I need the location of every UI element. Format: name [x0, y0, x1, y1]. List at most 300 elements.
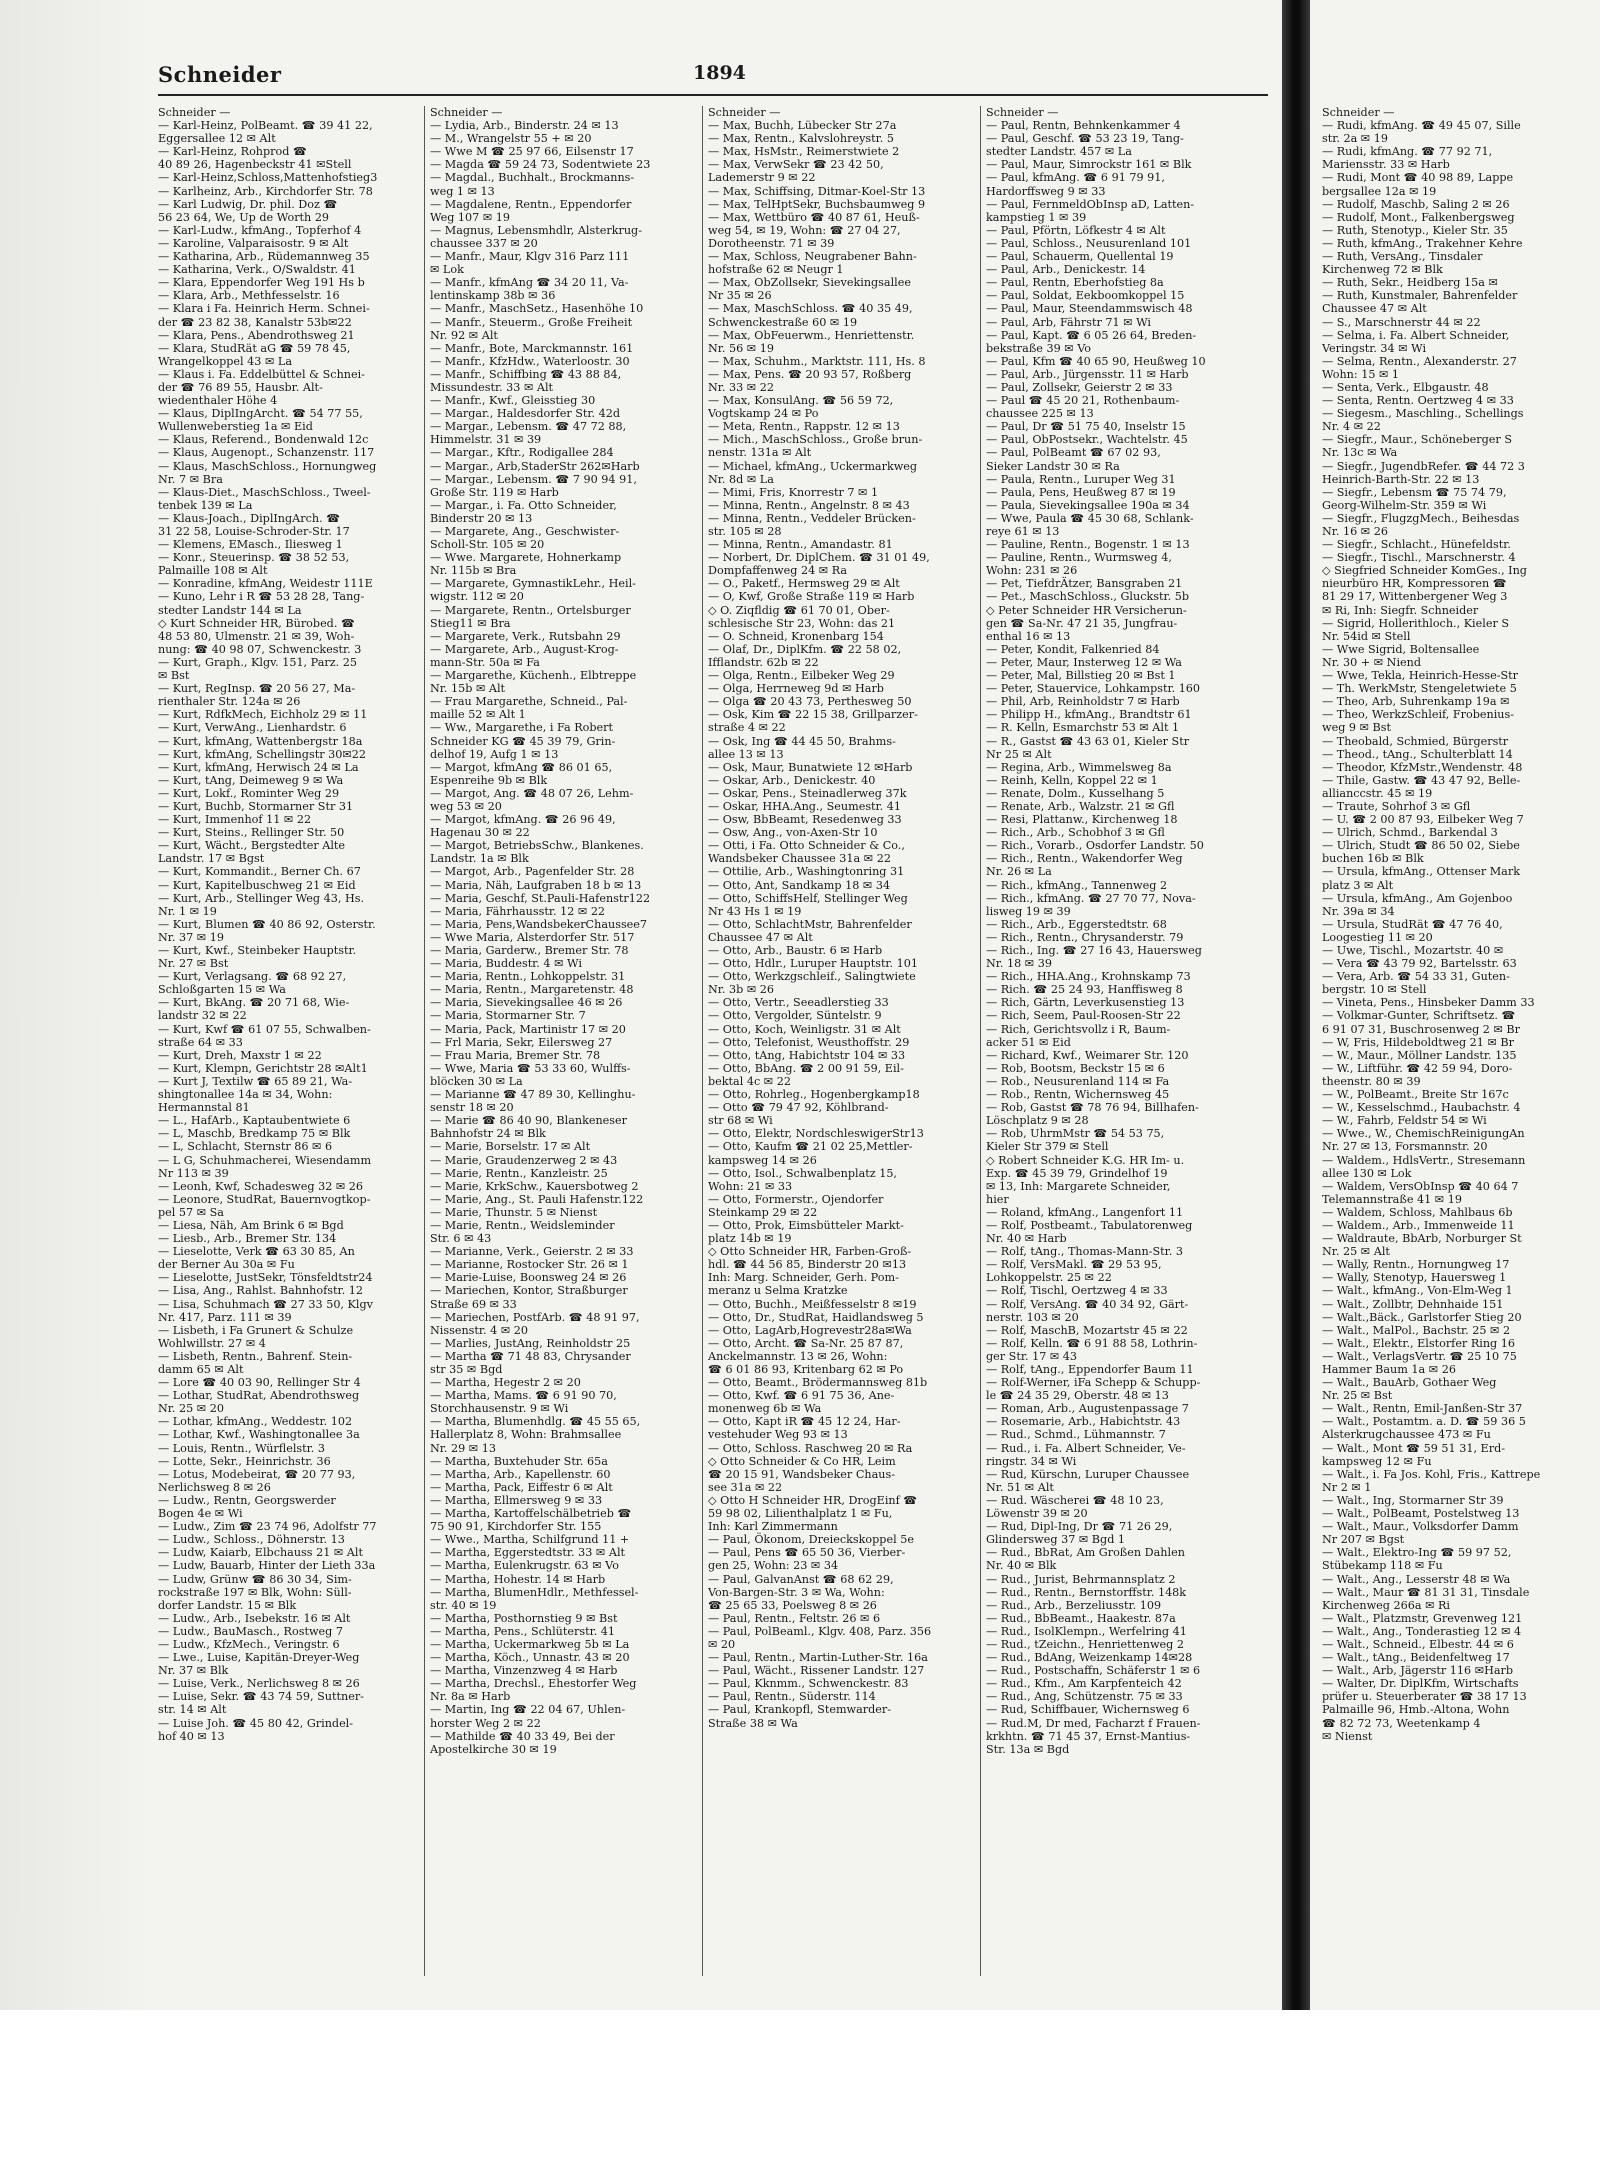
- directory-entry: — Karl-Heinz,Schloss,Mattenhofstieg3: [158, 171, 378, 185]
- directory-entry: krkhtn. ☎ 71 45 37, Ernst-Mantius-: [986, 1729, 1191, 1743]
- directory-entry: — Rich., HHA.Ang., Krohnskamp 73: [986, 970, 1191, 984]
- column-divider: [980, 106, 981, 1976]
- directory-entry: — Rich, Seem, Paul-Roosen-Str 22: [986, 1009, 1181, 1023]
- directory-entry: — Marianne, Rostocker Str. 26 ✉ 1: [430, 1258, 629, 1272]
- directory-entry: — Frl Maria, Sekr, Eilersweg 27: [430, 1035, 613, 1049]
- directory-entry: Nr. 15b ✉ Alt: [430, 682, 506, 696]
- directory-entry: — Otto, SchlachtMstr, Bahrenfelder: [708, 917, 912, 931]
- directory-entry: platz 3 ✉ Alt: [1322, 878, 1394, 892]
- directory-entry: — Marie, KrkSchw., Kauersbotweg 2: [430, 1179, 639, 1193]
- directory-entry: see 31a ✉ 22: [708, 1480, 783, 1494]
- directory-entry: — Walt., Postamtm. a. D. ☎ 59 36 5: [1322, 1415, 1526, 1429]
- directory-entry: — Siegfr., Tischl., Marschnerstr. 4: [1322, 551, 1516, 565]
- directory-entry: — Ludw., Arb., Isebekstr. 16 ✉ Alt: [158, 1611, 351, 1625]
- directory-entry: nerstr. 103 ✉ 20: [986, 1310, 1079, 1324]
- directory-entry: — Olaf, Dr., DiplKfm. ☎ 22 58 02,: [708, 642, 902, 656]
- directory-entry: ✉ Lok: [430, 263, 464, 277]
- directory-entry: — Otto, Prok, Eimsbütteler Markt-: [708, 1218, 904, 1232]
- directory-entry: buchen 16b ✉ Blk: [1322, 852, 1424, 866]
- directory-entry: — Maria, Näh, Laufgraben 18 b ✉ 13: [430, 878, 642, 892]
- directory-entry: — Ursula, kfmAng., Am Gojenboo: [1322, 891, 1513, 905]
- directory-entry: — Kurt J, Textilw ☎ 65 89 21, Wa-: [158, 1074, 353, 1088]
- directory-entry: — W, Fris, Hildeboldtweg 21 ✉ Br: [1322, 1035, 1514, 1049]
- directory-entry: tenbek 139 ✉ La: [158, 498, 253, 512]
- directory-entry: — W., Liftführ. ☎ 42 59 94, Doro-: [1322, 1061, 1513, 1075]
- directory-entry: — Maria, Geschf, St.Pauli-Hafenstr122: [430, 891, 651, 905]
- directory-entry: — Ludw, Grünw ☎ 86 30 34, Sim-: [158, 1572, 352, 1586]
- directory-entry: Nr. 51 ✉ Alt: [986, 1480, 1054, 1494]
- directory-entry: — S., Marschnerstr 44 ✉ 22: [1322, 315, 1481, 329]
- directory-entry: — Paul, Dr ☎ 51 75 40, Inselstr 15: [986, 420, 1186, 434]
- directory-entry: — Vineta, Pens., Hinsbeker Damm 33: [1322, 996, 1535, 1010]
- directory-entry: Nr. 27 ✉ Bst: [158, 957, 229, 971]
- directory-entry: — Lothar, Kwf., Washingtonallee 3a: [158, 1428, 360, 1442]
- directory-entry: — Klara i Fa. Heinrich Herm. Schnei-: [158, 302, 370, 316]
- directory-entry: Nr. 26 ✉ La: [986, 865, 1052, 879]
- directory-entry: — Paul, Pförtn, Löfkestr 4 ✉ Alt: [986, 223, 1166, 237]
- directory-entry: — Mimi, Fris, Knorrestr 7 ✉ 1: [708, 485, 879, 499]
- directory-entry: ☎ 25 65 33, Poelsweg 8 ✉ 26: [708, 1598, 877, 1612]
- directory-entry: — Walt., tAng., Beidenfeltweg 17: [1322, 1651, 1510, 1665]
- directory-entry: straße 4 ✉ 22: [708, 721, 786, 735]
- directory-entry: — Th. WerkMstr, Stengeletwiete 5: [1322, 682, 1517, 696]
- directory-entry: — Waldem, Schloss, Mahlbaus 6b: [1322, 1205, 1513, 1219]
- directory-entry: — Lieselotte, JustSekr, Tönsfeldtstr24: [158, 1271, 373, 1285]
- directory-entry: — Margarethe, Küchenh., Elbtreppe: [430, 669, 637, 683]
- directory-entry: vestehuder Weg 93 ✉ 13: [708, 1428, 848, 1442]
- directory-entry: — Otto, Koch, Weinligstr. 31 ✉ Alt: [708, 1022, 901, 1036]
- directory-entry: ◇ Robert Schneider K.G. HR Im- u.: [986, 1153, 1185, 1167]
- directory-entry: — Siegfr., Schlacht., Hünefeldstr.: [1322, 538, 1511, 552]
- directory-entry: — Kurt, Verlagsang. ☎ 68 92 27,: [158, 970, 347, 984]
- directory-entry: — Max, MaschSchloss. ☎ 40 35 49,: [708, 302, 913, 316]
- directory-entry: ◇ Otto H Schneider HR, DrogEinf ☎: [708, 1493, 918, 1507]
- directory-entry: weg 9 ✉ Bst: [1322, 721, 1391, 735]
- directory-entry: — W., Maur., Möllner Landstr. 135: [1322, 1048, 1517, 1062]
- directory-entry: — Klara, Arb., Methfesselstr. 16: [158, 289, 340, 303]
- directory-entry: Inh: Karl Zimmermann: [708, 1520, 838, 1534]
- directory-entry: — Paul ☎ 45 20 21, Rothenbaum-: [986, 394, 1180, 408]
- directory-entry: — Marie, Borselstr. 17 ✉ Alt: [430, 1140, 591, 1154]
- directory-entry: — W., PolBeamt., Breite Str 167c: [1322, 1088, 1509, 1102]
- directory-entry: der ☎ 76 89 55, Hausbr. Alt-: [158, 380, 323, 394]
- directory-entry: Weg 107 ✉ 19: [430, 210, 510, 224]
- column-heading: Schneider —: [430, 106, 503, 119]
- directory-entry: le ☎ 24 35 29, Oberstr. 48 ✉ 13: [986, 1389, 1169, 1403]
- directory-entry: — Sigrid, Hollerithloch., Kieler S: [1322, 616, 1510, 630]
- header-rule: [158, 94, 1268, 96]
- directory-entry: — Rolf, Postbeamt., Tabulatorenweg: [986, 1218, 1193, 1232]
- directory-entry: der Berner Au 30a ✉ Fu: [158, 1258, 295, 1272]
- directory-entry: delhof 19, Aufg 1 ✉ 13: [430, 747, 559, 761]
- directory-entry: — Kurt, Kommandit., Berner Ch. 67: [158, 865, 361, 879]
- directory-entry: — Otto ☎ 79 47 92, Köhlbrand-: [708, 1101, 889, 1115]
- directory-entry: — Rud., BbRat, Am Großen Dahlen: [986, 1546, 1185, 1560]
- directory-entry: — Maria, Fährhausstr. 12 ✉ 22: [430, 904, 606, 918]
- directory-entry: — Max, Schloss, Neugrabener Bahn-: [708, 250, 917, 264]
- directory-entry: — Paul, Rentn, Behnkenkammer 4: [986, 119, 1181, 133]
- directory-entry: — Rich., Rentn., Chrysanderstr. 79: [986, 930, 1184, 944]
- directory-entry: Georg-Wilhelm-Str. 359 ✉ Wi: [1322, 498, 1487, 512]
- directory-entry: — Uwe, Tischl., Mozartstr. 40 ✉: [1322, 944, 1504, 957]
- directory-entry: — Margarete, GymnastikLehr., Heil-: [430, 577, 636, 591]
- directory-entry: dorfer Landstr. 15 ✉ Blk: [158, 1598, 297, 1612]
- directory-entry: — Wally, Rentn., Hornungweg 17: [1322, 1258, 1510, 1272]
- directory-entry: — Otto, Telefonist, Weusthoffstr. 29: [708, 1035, 910, 1049]
- directory-entry: ◇ O. Ziqfldig ☎ 61 70 01, Ober-: [708, 603, 890, 617]
- directory-entry: Nr. 1 ✉ 19: [158, 904, 217, 918]
- directory-entry: — Margar., Haldesdorfer Str. 42d: [430, 407, 621, 421]
- directory-entry: — Peter, Maur, Insterweg 12 ✉ Wa: [986, 655, 1182, 669]
- directory-entry: — Luise, Verk., Nerlichsweg 8 ✉ 26: [158, 1677, 360, 1691]
- directory-entry: — Walt., kfmAng., Von-Elm-Weg 1: [1322, 1284, 1513, 1298]
- directory-entry: Nr. 54id ✉ Stell: [1322, 629, 1411, 643]
- directory-entry: — Kurt, Steins., Rellinger Str. 50: [158, 826, 345, 840]
- directory-entry: chaussee 225 ✉ 13: [986, 407, 1094, 421]
- directory-entry: Lohkoppelstr. 25 ✉ 22: [986, 1271, 1112, 1285]
- directory-entry: Nr 113 ✉ 39: [158, 1166, 229, 1180]
- directory-entry: — Renate, Dolm., Kusselhang 5: [986, 786, 1165, 800]
- directory-entry: rienthaler Str. 124a ✉ 26: [158, 695, 301, 709]
- directory-entry: monenweg 6b ✉ Wa: [708, 1402, 822, 1416]
- book-spine: [1282, 0, 1310, 2010]
- directory-entry: kampsweg 14 ✉ 26: [708, 1153, 817, 1167]
- directory-entry: reye 61 ✉ 13: [986, 525, 1060, 538]
- directory-entry: — Kurt, RdfkMech, Eichholz 29 ✉ 11: [158, 708, 368, 722]
- directory-entry: — Lisbeth, i Fa Grunert & Schulze: [158, 1323, 354, 1337]
- directory-entry: — Martha, Vinzenzweg 4 ✉ Harb: [430, 1664, 618, 1678]
- directory-entry: — Vera ☎ 43 79 92, Bartelsstr. 63: [1322, 957, 1517, 971]
- directory-entry: — Wwe., W., ChemischReinigungAn: [1322, 1127, 1525, 1141]
- directory-entry: — Paul, GalvanAnst ☎ 68 62 29,: [708, 1572, 894, 1586]
- directory-entry: — Otto, Archt. ☎ Sa-Nr. 25 87 87,: [708, 1336, 904, 1350]
- directory-entry: — Maria, Rentn., Margaretenstr. 48: [430, 983, 634, 997]
- directory-entry: — Wwe., Martha, Schilfgrund 11 +: [430, 1533, 630, 1547]
- directory-entry: — Ww., Margarethe, i Fa Robert: [430, 721, 614, 735]
- directory-entry: str 68 ✉ Wi: [708, 1114, 773, 1128]
- directory-entry: — Rolf-Werner, iFa Schepp & Schupp-: [986, 1376, 1201, 1390]
- directory-entry: — Otto, Kapt iR ☎ 45 12 24, Har-: [708, 1415, 901, 1429]
- directory-entry: — Paul, Maur, Steendammswisch 48: [986, 302, 1193, 316]
- directory-entry: — Kuno, Lehr i R ☎ 53 28 28, Tang-: [158, 590, 365, 604]
- directory-entry: — Rud, Schiffbauer, Wichernsweg 6: [986, 1703, 1190, 1717]
- directory-entry: — Karoline, Valparaisostr. 9 ✉ Alt: [158, 236, 349, 250]
- directory-entry: — Meta, Rentn., Rappstr. 12 ✉ 13: [708, 420, 900, 434]
- directory-entry: str. 40 ✉ 19: [430, 1598, 497, 1612]
- directory-entry: Bahnhofstr 24 ✉ Blk: [430, 1127, 546, 1141]
- directory-entry: — Rich, Gerichtsvollz i R, Baum-: [986, 1022, 1171, 1036]
- directory-entry: — Olga, Rentn., Eilbeker Weg 29: [708, 669, 895, 683]
- directory-entry: prüfer u. Steuerberater ☎ 38 17 13: [1322, 1690, 1527, 1704]
- directory-entry: — Walter, Dr. DiplKfm, Wirtschafts: [1322, 1677, 1519, 1691]
- directory-entry: ☎ 20 15 91, Wandsbeker Chaus-: [708, 1467, 895, 1481]
- directory-entry: — Karl-Heinz, PolBeamt. ☎ 39 41 22,: [158, 119, 373, 133]
- directory-entry: damm 65 ✉ Alt: [158, 1363, 244, 1376]
- directory-entry: — Phil, Arb, Reinholdstr 7 ✉ Harb: [986, 695, 1180, 709]
- directory-entry: Str. 13a ✉ Bgd: [986, 1742, 1070, 1756]
- directory-entry: — Rud, Dipl-Ing, Dr ☎ 71 26 29,: [986, 1520, 1173, 1534]
- directory-entry: Hammer Baum 1a ✉ 26: [1322, 1363, 1456, 1376]
- directory-entry: Nr. 29 ✉ 13: [430, 1441, 496, 1455]
- directory-entry: Nerlichsweg 8 ✉ 26: [158, 1480, 271, 1494]
- directory-entry: — M., Wrangelstr 55 + ✉ 20: [430, 132, 592, 146]
- header-title: Schneider: [158, 62, 282, 87]
- directory-entry: — Otto, SchiffsHelf, Stellinger Weg: [708, 891, 908, 905]
- directory-entry: — Otto, Arb., Baustr. 6 ✉ Harb: [708, 944, 883, 957]
- directory-entry: — Vera, Arb. ☎ 54 33 31, Guten-: [1322, 970, 1510, 984]
- directory-entry: — Manfr., Steuerm., Große Freiheit: [430, 315, 633, 329]
- directory-entry: — Karl-Heinz, Rohprod ☎: [158, 145, 307, 159]
- directory-entry: — Lisa, Ang., Rahlst. Bahnhofstr. 12: [158, 1284, 363, 1298]
- directory-entry: — Walt., Platzmstr, Grevenweg 121: [1322, 1611, 1523, 1625]
- directory-entry: — Rob, Gastst ☎ 78 76 94, Billhafen-: [986, 1101, 1199, 1115]
- directory-entry: — Minna, Rentn., Angelnstr. 8 ✉ 43: [708, 498, 910, 512]
- directory-entry: — Rich. ☎ 25 24 93, Hanffisweg 8: [986, 983, 1183, 997]
- directory-entry: Anckelmannstr. 13 ✉ 26, Wohn:: [708, 1349, 888, 1363]
- directory-entry: 56 23 64, We, Up de Worth 29: [158, 210, 330, 224]
- left-page: [128, 48, 1280, 1998]
- directory-entry: wigstr. 112 ✉ 20: [430, 590, 524, 604]
- directory-entry: Storchhausenstr. 9 ✉ Wi: [430, 1402, 569, 1416]
- directory-entry: — Rich., kfmAng., Tannenweg 2: [986, 878, 1168, 892]
- directory-entry: Steinkamp 29 ✉ 22: [708, 1205, 818, 1219]
- directory-entry: Vogtskamp 24 ✉ Po: [708, 407, 819, 421]
- directory-entry: Wohn: 15 ✉ 1: [1322, 367, 1400, 381]
- directory-entry: — Martha, Arb., Kapellenstr. 60: [430, 1467, 611, 1481]
- directory-entry: Landstr. 1a ✉ Blk: [430, 852, 529, 866]
- directory-entry: — Resi, Plattanw., Kirchenweg 18: [986, 813, 1178, 827]
- directory-entry: — Maria, Buddestr. 4 ✉ Wi: [430, 957, 582, 971]
- directory-entry: — Otto, Werkzgschleif., Salingtwiete: [708, 970, 916, 984]
- directory-entry: — Ottilie, Arb., Washingtonring 31: [708, 865, 905, 879]
- directory-entry: — Osw, BbBeamt, Resedenweg 33: [708, 813, 902, 827]
- directory-entry: Binderstr 20 ✉ 13: [430, 511, 533, 525]
- directory-entry: — Ruth, Stenotyp., Kieler Str. 35: [1322, 223, 1508, 237]
- directory-entry: — Walt., Schneid., Elbestr. 44 ✉ 6: [1322, 1637, 1514, 1651]
- directory-entry: — Margarete, Ang., Geschwister-: [430, 525, 620, 538]
- directory-entry: Nr 2 ✉ 1: [1322, 1480, 1372, 1494]
- directory-entry: — Osk, Kim ☎ 22 15 38, Grillparzer-: [708, 708, 918, 722]
- directory-entry: Nr. 417, Parz. 111 ✉ 39: [158, 1310, 292, 1324]
- directory-entry: — Leonore, StudRat, Bauernvogtkop-: [158, 1192, 371, 1206]
- directory-entry: — Lisa, Schuhmach ☎ 27 33 50, Klgv: [158, 1297, 373, 1311]
- directory-entry: kampstieg 1 ✉ 39: [986, 210, 1087, 224]
- directory-entry: — Ruth, Kunstmaler, Bahrenfelder: [1322, 289, 1518, 303]
- directory-entry: — Rolf, Tischl, Oertzweg 4 ✉ 33: [986, 1284, 1168, 1298]
- directory-entry: — Margar., Lebensm. ☎ 7 90 94 91,: [430, 472, 637, 486]
- directory-entry: Inh: Marg. Schneider, Gerh. Pom-: [708, 1271, 899, 1285]
- directory-entry: — Minna, Rentn., Veddeler Brücken-: [708, 511, 916, 525]
- directory-entry: — Kurt, Arb., Stellinger Weg 43, Hs.: [158, 891, 365, 905]
- directory-entry: str. 2a ✉ 19: [1322, 132, 1388, 146]
- column-divider: [702, 106, 703, 1976]
- directory-entry: str. 105 ✉ 28: [708, 525, 782, 538]
- directory-entry: — Magda ☎ 59 24 73, Sodentwiete 23: [430, 158, 651, 172]
- directory-entry: Nr. 30 + ✉ Niend: [1322, 655, 1422, 669]
- directory-entry: — Rob, UhrmMstr ☎ 54 53 75,: [986, 1127, 1165, 1141]
- directory-entry: Apostelkirche 30 ✉ 19: [430, 1742, 557, 1756]
- directory-entry: 6 91 07 31, Buschrosenweg 2 ✉ Br: [1322, 1022, 1520, 1036]
- directory-entry: — Rud., Arb., Berzeliusstr. 109: [986, 1598, 1162, 1612]
- directory-entry: 75 90 91, Kirchdorfer Str. 155: [430, 1520, 602, 1534]
- directory-entry: shingtonallee 14a ✉ 34, Wohn:: [158, 1088, 333, 1102]
- directory-entry: — Kurt, BkAng. ☎ 20 71 68, Wie-: [158, 996, 350, 1010]
- directory-entry: Hagenau 30 ✉ 22: [430, 826, 530, 840]
- directory-entry: 40 89 26, Hagenbeckstr 41 ✉Stell: [158, 158, 352, 172]
- directory-entry: — Klemens, EMasch., Iliesweg 1: [158, 538, 343, 552]
- directory-entry: — Maria, Stormarner Str. 7: [430, 1009, 586, 1023]
- directory-entry: kampsweg 12 ✉ Fu: [1322, 1454, 1432, 1468]
- directory-entry: wiedenthaler Höhe 4: [158, 394, 278, 408]
- directory-entry: allee 13 ✉ 13: [708, 747, 784, 761]
- directory-column-1: [158, 106, 428, 1743]
- directory-entry: — Otto, Buchh., Meißfesselstr 8 ✉19: [708, 1297, 917, 1311]
- directory-entry: — Paul, Ökonom, Dreieckskoppel 5e: [708, 1533, 914, 1547]
- directory-entry: — Marlies, JustAng, Reinholdstr 25: [430, 1336, 631, 1350]
- directory-entry: Kieler Str 379 ✉ Stell: [986, 1140, 1109, 1154]
- directory-entry: — Leonh, Kwf, Schadesweg 32 ✉ 26: [158, 1179, 364, 1193]
- directory-entry: — Martha, Mams. ☎ 6 91 90 70,: [430, 1389, 617, 1403]
- directory-entry: — Wwe Maria, Alsterdorfer Str. 517: [430, 930, 635, 944]
- directory-entry: Nr. 27 ✉ 13, Forsmannstr. 20: [1322, 1140, 1488, 1154]
- directory-entry: — Otto, Dr., StudRat, Haidlandsweg 5: [708, 1310, 924, 1324]
- directory-entry: — Magdal., Buchhalt., Brockmanns-: [430, 171, 635, 185]
- directory-entry: — Lwe., Luise, Kapitän-Dreyer-Weg: [158, 1651, 360, 1665]
- directory-entry: Nr. 18 ✉ 39: [986, 957, 1052, 971]
- directory-entry: — Magnus, Lebensmhdlr, Alsterkrug-: [430, 223, 642, 237]
- directory-entry: — Kurt, kfmAng, Wattenbergstr 18a: [158, 734, 363, 748]
- directory-entry: — Karl-Ludw., kfmAng., Topferhof 4: [158, 223, 362, 237]
- directory-entry: — Kurt, Dreh, Maxstr 1 ✉ 22: [158, 1048, 322, 1062]
- directory-entry: — Otto, Ant, Sandkamp 18 ✉ 34: [708, 878, 891, 892]
- directory-entry: — Senta, Verk., Elbgaustr. 48: [1322, 380, 1489, 394]
- directory-entry: — Marianne, Verk., Geierstr. 2 ✉ 33: [430, 1245, 634, 1259]
- directory-entry: — W., Fahrb, Feldstr 54 ✉ Wi: [1322, 1114, 1487, 1128]
- directory-entry: — Rich., kfmAng. ☎ 27 70 77, Nova-: [986, 891, 1196, 905]
- directory-entry: — Rud., IsolKlempn., Werfelring 41: [986, 1624, 1187, 1638]
- directory-entry: — Rob., Rentn, Wichernsweg 45: [986, 1088, 1170, 1102]
- directory-entry: — Martha, Pack, Eiffestr 6 ✉ Alt: [430, 1480, 613, 1494]
- directory-entry: — Margar., Arb,StaderStr 262✉Harb: [430, 459, 640, 473]
- directory-entry: — Ursula, StudRät ☎ 47 76 40,: [1322, 917, 1503, 931]
- directory-entry: Ifflandstr. 62b ✉ 22: [708, 655, 819, 669]
- directory-entry: — Wwe, Maria ☎ 53 33 60, Wulffs-: [430, 1061, 631, 1075]
- directory-entry: — Max, ObFeuerwm., Henriettenstr.: [708, 328, 915, 342]
- directory-entry: — Walt., PolBeamt, Postelstweg 13: [1322, 1507, 1520, 1521]
- page-header: [158, 58, 1268, 98]
- directory-entry: — Rich., Arb., Eggerstedtstr. 68: [986, 917, 1167, 931]
- page-number: 1894: [693, 62, 746, 84]
- directory-entry: — U. ☎ 2 00 87 93, Eilbeker Weg 7: [1322, 813, 1524, 827]
- directory-entry: — Paul, Wächt., Rissener Landstr. 127: [708, 1664, 925, 1678]
- directory-entry: — Rob., Neusurenland 114 ✉ Fa: [986, 1074, 1170, 1088]
- directory-entry: — Walt., Rentn, Emil-Janßen-Str 37: [1322, 1402, 1523, 1416]
- directory-entry: Nissenstr. 4 ✉ 20: [430, 1323, 528, 1337]
- directory-entry: — Ulrich, Studt ☎ 86 50 02, Siebe: [1322, 839, 1520, 853]
- directory-entry: straße 64 ✉ 33: [158, 1035, 243, 1049]
- directory-entry: — Paul, Rentn., Martin-Luther-Str. 16a: [708, 1651, 928, 1665]
- directory-entry: Kirchenweg 266a ✉ Ri: [1322, 1598, 1451, 1612]
- directory-entry: — Paul, Geschf. ☎ 53 23 19, Tang-: [986, 132, 1184, 146]
- directory-entry: ger Str. 17 ✉ 43: [986, 1349, 1078, 1363]
- directory-entry: nenstr. 131a ✉ Alt: [708, 446, 812, 460]
- directory-entry: — Ursula, kfmAng., Ottenser Mark: [1322, 865, 1520, 879]
- directory-entry: — Paul, Kapt. ☎ 6 05 26 64, Breden-: [986, 328, 1197, 342]
- directory-entry: — Lore ☎ 40 03 90, Rellinger Str 4: [158, 1376, 361, 1390]
- directory-entry: — Frau Maria, Bremer Str. 78: [430, 1048, 601, 1062]
- directory-entry: — Martha, Buxtehuder Str. 65a: [430, 1454, 608, 1468]
- directory-entry: — Michael, kfmAng., Uckermarkweg: [708, 459, 918, 473]
- directory-entry: stedter Landstr. 457 ✉ La: [986, 145, 1132, 159]
- directory-entry: — Wwe, Paula ☎ 45 30 68, Schlank-: [986, 511, 1194, 525]
- directory-entry: — Walt., Elektr., Elstorfer Ring 16: [1322, 1336, 1515, 1350]
- directory-entry: — Otto, Formerstr., Ojendorfer: [708, 1192, 884, 1206]
- directory-entry: gen ☎ Sa-Nr. 47 21 35, Jungfrau-: [986, 616, 1178, 630]
- directory-entry: — Rich., Vorarb., Osdorfer Landstr. 50: [986, 839, 1204, 853]
- directory-entry: — Max, Wettbüro ☎ 40 87 61, Heuß-: [708, 210, 920, 224]
- directory-entry: — Martha ☎ 71 48 83, Chrysander: [430, 1349, 631, 1363]
- directory-entry: — Margarete, Verk., Rutsbahn 29: [430, 629, 621, 643]
- directory-entry: — Senta, Rentn. Oertzweg 4 ✉ 33: [1322, 394, 1514, 408]
- directory-entry: — Rud., Schmd., Lühmannstr. 7: [986, 1428, 1166, 1442]
- directory-entry: — Kurt, Wächt., Bergstedter Alte: [158, 839, 346, 853]
- directory-entry: Nr. 3b ✉ 26: [708, 983, 775, 997]
- directory-entry: — Rudolf, Maschb, Saling 2 ✉ 26: [1322, 197, 1510, 211]
- directory-entry: — Waldem., Arb., Immenweide 11: [1322, 1218, 1515, 1232]
- directory-entry: ✉ Nienst: [1322, 1729, 1373, 1743]
- directory-entry: — Walt., Elektro-Ing ☎ 59 97 52,: [1322, 1546, 1512, 1560]
- directory-entry: ◇ Otto Schneider HR, Farben-Groß-: [708, 1245, 912, 1259]
- directory-entry: — Rud.M, Dr med, Facharzt f Frauen-: [986, 1716, 1201, 1730]
- right-page: [1318, 48, 1600, 1998]
- directory-entry: allianccstr. 45 ✉ 19: [1322, 786, 1433, 800]
- directory-entry: — Klaus, DiplIngArcht. ☎ 54 77 55,: [158, 407, 363, 421]
- directory-entry: bekstraße 39 ✉ Vo: [986, 341, 1091, 355]
- directory-entry: — Katharina, Verk., O/Swaldstr. 41: [158, 263, 356, 277]
- directory-entry: — Otto, Rohrleg., Hogenbergkamp18: [708, 1088, 920, 1102]
- directory-entry: — Walt., MalPol., Bachstr. 25 ✉ 2: [1322, 1323, 1511, 1337]
- directory-entry: — Frau Margarethe, Schneid., Pal-: [430, 695, 628, 709]
- directory-entry: — Thile, Gastw. ☎ 43 47 92, Belle-: [1322, 773, 1521, 787]
- directory-entry: — Otti, i Fa. Otto Schneider & Co.,: [708, 839, 905, 853]
- directory-entry: — Ludw., KfzMech., Veringstr. 6: [158, 1637, 340, 1651]
- directory-entry: — Manfr., Schiffbing ☎ 43 88 84,: [430, 367, 622, 381]
- directory-entry: Von-Bargen-Str. 3 ✉ Wa, Wohn:: [708, 1585, 885, 1599]
- directory-entry: — Waldem., HdlsVertr., Stresemann: [1322, 1153, 1526, 1167]
- directory-entry: — Klaus i. Fa. Eddelbüttel & Schnei-: [158, 367, 365, 381]
- directory-entry: — Lotte, Sekr., Heinrichstr. 36: [158, 1454, 331, 1468]
- directory-entry: — Manfr., kfmAng ☎ 34 20 11, Va-: [430, 276, 629, 290]
- directory-entry: nieurbüro HR, Kompressoren ☎: [1322, 577, 1507, 591]
- directory-entry: — Otto, Kaufm ☎ 21 02 25,Mettler-: [708, 1140, 913, 1154]
- directory-entry: — Rob, Bootsm, Beckstr 15 ✉ 6: [986, 1061, 1165, 1075]
- directory-entry: — Kurt, tAng, Deimeweg 9 ✉ Wa: [158, 773, 344, 787]
- directory-entry: Löschplatz 9 ✉ 28: [986, 1114, 1089, 1128]
- directory-entry: ◇ Kurt Schneider HR, Bürobed. ☎: [158, 616, 355, 630]
- directory-entry: — Paul, ObPostsekr., Wachtelstr. 45: [986, 433, 1188, 447]
- directory-entry: hofstraße 62 ✉ Neugr 1: [708, 263, 844, 277]
- directory-entry: — Rud, Kürschn, Luruper Chaussee: [986, 1467, 1190, 1481]
- directory-entry: — Siegfr., JugendbRefer. ☎ 44 72 3: [1322, 459, 1525, 473]
- directory-entry: Loogestieg 11 ✉ 20: [1322, 930, 1433, 944]
- directory-entry: — Margot, BetriebsSchw., Blankenes.: [430, 839, 644, 853]
- directory-entry: — Wwe, Tekla, Heinrich-Hesse-Str: [1322, 669, 1519, 683]
- directory-entry: rockstraße 197 ✉ Blk, Wohn: Süll-: [158, 1585, 352, 1599]
- directory-entry: — Martha, Pens., Schlüterstr. 41: [430, 1624, 616, 1638]
- directory-entry: 81 29 17, Wittenbergener Weg 3: [1322, 590, 1508, 604]
- directory-entry: — Lisbeth, Rentn., Bahrenf. Stein-: [158, 1349, 353, 1363]
- directory-entry: — Manfr., Maur, Klgv 316 Parz 111: [430, 250, 630, 264]
